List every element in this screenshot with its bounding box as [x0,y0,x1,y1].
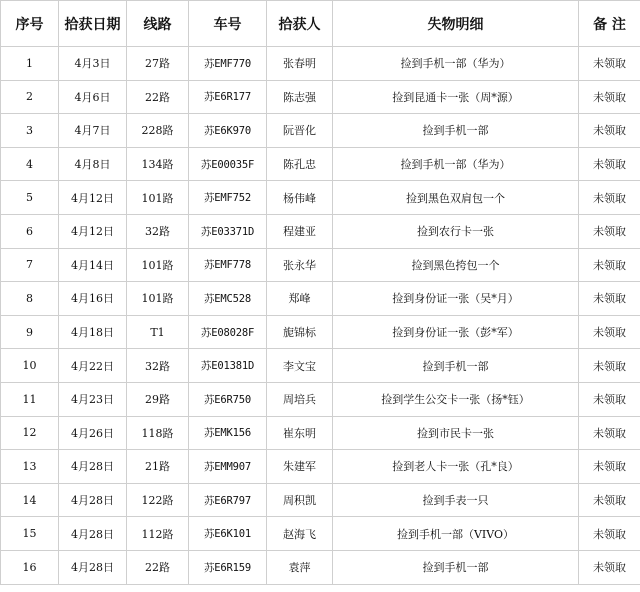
header-index: 序号 [1,1,59,47]
cell-remarks: 未领取 [579,181,640,215]
table-row [1,248,640,282]
cell-finder: 崔东明 [267,416,333,450]
cell-index: 2 [1,80,59,114]
cell-item-details: 捡到市民卡一张 [333,416,579,450]
cell-date: 4月16日 [59,282,127,316]
cell-bus-number: 苏E6R797 [189,483,267,517]
cell-remarks: 未领取 [579,147,640,181]
cell-item-details: 捡到农行卡一张 [333,214,579,248]
header-item-details: 失物明细 [333,1,579,47]
table-row [1,450,640,484]
cell-index: 5 [1,181,59,215]
cell-finder: 张春明 [267,47,333,81]
cell-finder: 周积凯 [267,483,333,517]
header-date: 拾获日期 [59,1,127,47]
cell-item-details: 捡到黑色双肩包一个 [333,181,579,215]
cell-route: 21路 [127,450,189,484]
header-finder: 拾获人 [267,1,333,47]
cell-bus-number: 苏EMF770 [189,47,267,81]
cell-date: 4月14日 [59,248,127,282]
cell-bus-number: 苏E03371D [189,214,267,248]
cell-date: 4月28日 [59,550,127,584]
cell-remarks: 未领取 [579,214,640,248]
cell-date: 4月26日 [59,416,127,450]
cell-route: 32路 [127,349,189,383]
cell-index: 12 [1,416,59,450]
cell-route: 101路 [127,248,189,282]
cell-finder: 陈孔忠 [267,147,333,181]
cell-bus-number: 苏EMF778 [189,248,267,282]
cell-index: 3 [1,114,59,148]
cell-finder: 旎锦标 [267,315,333,349]
cell-finder: 程建亚 [267,214,333,248]
cell-finder: 郑峰 [267,282,333,316]
table-row [1,80,640,114]
cell-remarks: 未领取 [579,114,640,148]
cell-finder: 杨伟峰 [267,181,333,215]
cell-index: 8 [1,282,59,316]
cell-date: 4月28日 [59,483,127,517]
cell-route: 29路 [127,382,189,416]
cell-remarks: 未领取 [579,315,640,349]
cell-index: 1 [1,47,59,81]
cell-item-details: 捡到黑色挎包一个 [333,248,579,282]
cell-finder: 周培兵 [267,382,333,416]
cell-bus-number: 苏E6R177 [189,80,267,114]
cell-date: 4月23日 [59,382,127,416]
cell-route: T1 [127,315,189,349]
cell-remarks: 未领取 [579,248,640,282]
cell-route: 228路 [127,114,189,148]
cell-index: 9 [1,315,59,349]
cell-remarks: 未领取 [579,282,640,316]
cell-bus-number: 苏EMC528 [189,282,267,316]
cell-bus-number: 苏E6R750 [189,382,267,416]
cell-finder: 张永华 [267,248,333,282]
cell-date: 4月12日 [59,214,127,248]
cell-bus-number: 苏E00035F [189,147,267,181]
cell-remarks: 未领取 [579,517,640,551]
table-row [1,550,640,584]
cell-item-details: 捡到身份证一张（吴*月） [333,282,579,316]
cell-route: 22路 [127,80,189,114]
cell-finder: 袁萍 [267,550,333,584]
table-row [1,416,640,450]
cell-index: 10 [1,349,59,383]
table-row [1,114,640,148]
cell-remarks: 未领取 [579,550,640,584]
cell-index: 16 [1,550,59,584]
cell-remarks: 未领取 [579,382,640,416]
cell-bus-number: 苏E6K101 [189,517,267,551]
table-row [1,382,640,416]
table-row [1,517,640,551]
cell-finder: 阮晋化 [267,114,333,148]
table-row [1,282,640,316]
cell-finder: 赵海飞 [267,517,333,551]
cell-date: 4月6日 [59,80,127,114]
cell-remarks: 未领取 [579,80,640,114]
table-row [1,315,640,349]
table-row [1,181,640,215]
cell-date: 4月18日 [59,315,127,349]
cell-route: 22路 [127,550,189,584]
cell-remarks: 未领取 [579,483,640,517]
cell-remarks: 未领取 [579,416,640,450]
cell-route: 112路 [127,517,189,551]
cell-index: 14 [1,483,59,517]
cell-item-details: 捡到老人卡一张（孔*良） [333,450,579,484]
cell-date: 4月22日 [59,349,127,383]
cell-bus-number: 苏EMM907 [189,450,267,484]
cell-route: 134路 [127,147,189,181]
cell-remarks: 未领取 [579,47,640,81]
cell-date: 4月3日 [59,47,127,81]
cell-finder: 朱建军 [267,450,333,484]
cell-finder: 陈志强 [267,80,333,114]
cell-item-details: 捡到手机一部（VIVO） [333,517,579,551]
cell-item-details: 捡到手机一部 [333,550,579,584]
cell-remarks: 未领取 [579,349,640,383]
cell-bus-number: 苏EMF752 [189,181,267,215]
cell-route: 122路 [127,483,189,517]
cell-item-details: 捡到昆通卡一张（周*源） [333,80,579,114]
table-row [1,47,640,81]
cell-route: 118路 [127,416,189,450]
cell-bus-number: 苏E6K970 [189,114,267,148]
table-row [1,349,640,383]
header-route: 线路 [127,1,189,47]
cell-index: 6 [1,214,59,248]
header-remarks: 备 注 [579,1,640,47]
cell-index: 15 [1,517,59,551]
cell-item-details: 捡到手机一部 [333,349,579,383]
cell-index: 7 [1,248,59,282]
cell-route: 101路 [127,181,189,215]
cell-item-details: 捡到学生公交卡一张（扬*钰） [333,382,579,416]
table-row [1,214,640,248]
cell-bus-number: 苏E01381D [189,349,267,383]
cell-item-details: 捡到身份证一张（彭*军） [333,315,579,349]
cell-item-details: 捡到手机一部（华为） [333,47,579,81]
cell-route: 101路 [127,282,189,316]
table-row [1,147,640,181]
cell-index: 4 [1,147,59,181]
cell-date: 4月8日 [59,147,127,181]
cell-index: 11 [1,382,59,416]
cell-date: 4月12日 [59,181,127,215]
cell-remarks: 未领取 [579,450,640,484]
cell-route: 32路 [127,214,189,248]
cell-item-details: 捡到手机一部 [333,114,579,148]
cell-index: 13 [1,450,59,484]
cell-item-details: 捡到手机一部（华为） [333,147,579,181]
cell-date: 4月7日 [59,114,127,148]
cell-finder: 李文宝 [267,349,333,383]
header-row [1,1,640,47]
cell-item-details: 捡到手表一只 [333,483,579,517]
table-row [1,483,640,517]
cell-bus-number: 苏E6R159 [189,550,267,584]
cell-route: 27路 [127,47,189,81]
cell-date: 4月28日 [59,450,127,484]
cell-bus-number: 苏EMK156 [189,416,267,450]
cell-bus-number: 苏E08028F [189,315,267,349]
cell-date: 4月28日 [59,517,127,551]
header-bus-number: 车号 [189,1,267,47]
